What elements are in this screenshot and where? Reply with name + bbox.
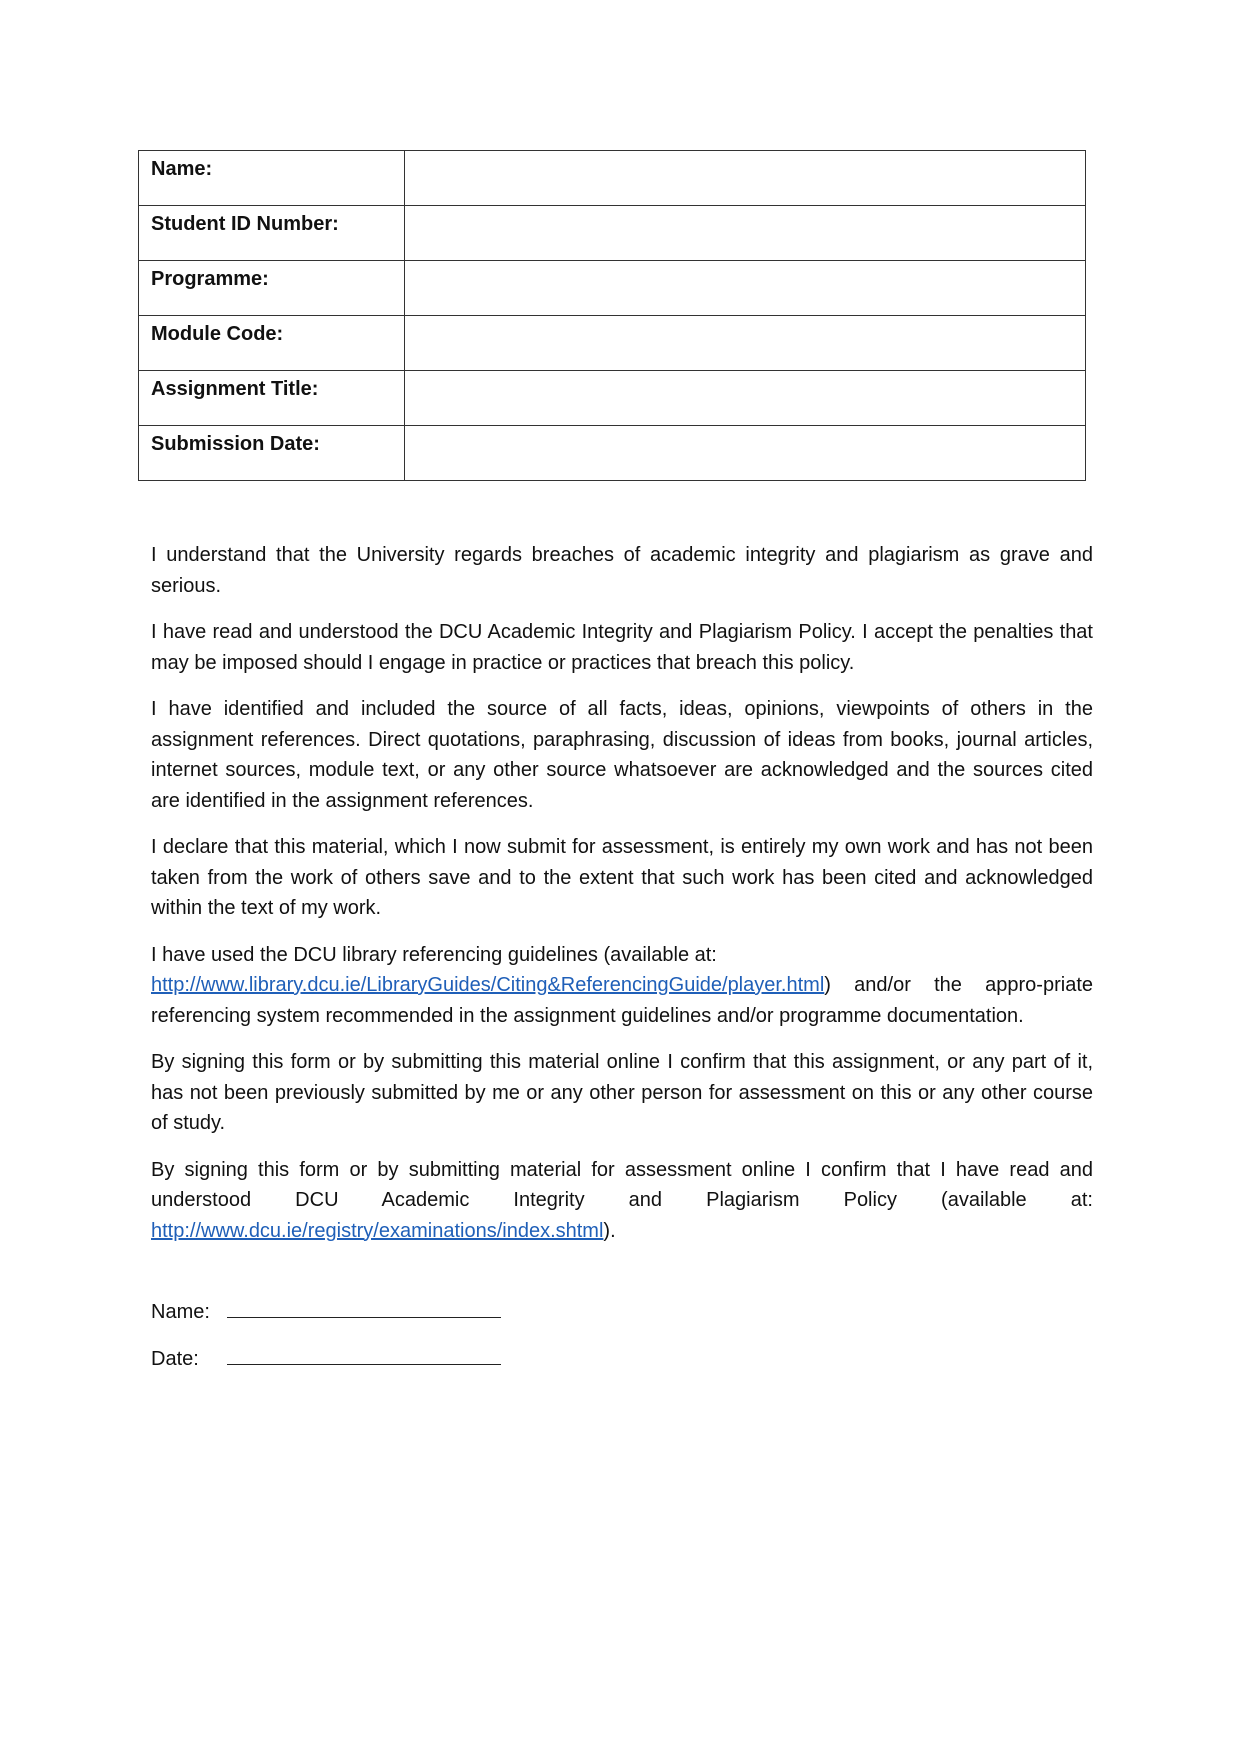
programme-field[interactable] [405,261,1086,316]
signature-name-label: Name: [151,1301,210,1323]
declaration-paragraph-1: I understand that the University regards breaches of academic integrity and plagiarism as grave and serious. [151,544,1093,597]
declaration-text [151,540,1093,1262]
table-row [139,426,1086,481]
table-row [139,206,1086,261]
registry-policy-link[interactable]: http://www.dcu.ie/registry/examinations/index.shtml [151,1219,604,1242]
declaration-paragraph-3: I have identified and included the source of all facts, ideas, opinions, viewpoints of others in the assignment references. Direct quotations, paraphrasing, discussion of ideas from books, journal articles, internet sources, module text, or any other source whatsoever are acknowledged and the sources cited are identified in the assignment references. [151,698,1093,812]
declaration-paragraph-7 [151,1155,1093,1247]
submission-date-label: Submission Date: [139,426,405,481]
module-code-label: Module Code: [139,316,405,371]
table-row [139,261,1086,316]
signature-date-label: Date: [151,1348,199,1370]
name-field[interactable] [405,151,1086,206]
submission-date-field[interactable] [405,426,1086,481]
table-row [139,151,1086,206]
signature-name-row [151,1297,501,1327]
assignment-title-label: Assignment Title: [139,371,405,426]
module-code-field[interactable] [405,316,1086,371]
name-label: Name: [139,151,405,206]
assignment-title-field[interactable] [405,371,1086,426]
library-referencing-link[interactable]: http://www.library.dcu.ie/LibraryGuides/Citing&ReferencingGuide/player.html [151,974,825,996]
declaration-paragraph-5 [151,940,1093,1032]
student-id-label: Student ID Number: [139,206,405,261]
signature-date-line[interactable] [227,1344,501,1365]
policy-end: ). [603,1219,616,1242]
referencing-rest: ) and/or the appro-priate referencing system recommended in the assignment guidelines and/or programme documentation. [151,974,1093,1027]
programme-label: Programme: [139,261,405,316]
referencing-intro: I have used the DCU library referencing guidelines (available at: [151,943,717,966]
declaration-paragraph-2: I have read and understood the DCU Academic Integrity and Plagiarism Policy. I accept the penalties that may be imposed should I engage in practice or practices that breach this policy. [151,621,1093,674]
declaration-paragraph-6: By signing this form or by submitting this material online I confirm that this assignment, or any part of it, has not been previously submitted by me or any other person for assessment on this or any other course of study. [151,1051,1093,1134]
student-id-field[interactable] [405,206,1086,261]
table-row [139,371,1086,426]
signature-name-line[interactable] [227,1297,501,1318]
policy-intro: By signing this form or by submitting material for assessment online I confirm that I have read and understood DCU Academic Integrity and Plagiarism Policy (available at: [151,1158,1093,1211]
declaration-paragraph-4: I declare that this material, which I now submit for assessment, is entirely my own work and has not been taken from the work of others save and to the extent that such work has been cited and acknowledged within the text of my work. [151,836,1093,919]
signature-date-row [151,1344,501,1374]
student-details-table [138,150,1086,481]
table-row [139,316,1086,371]
